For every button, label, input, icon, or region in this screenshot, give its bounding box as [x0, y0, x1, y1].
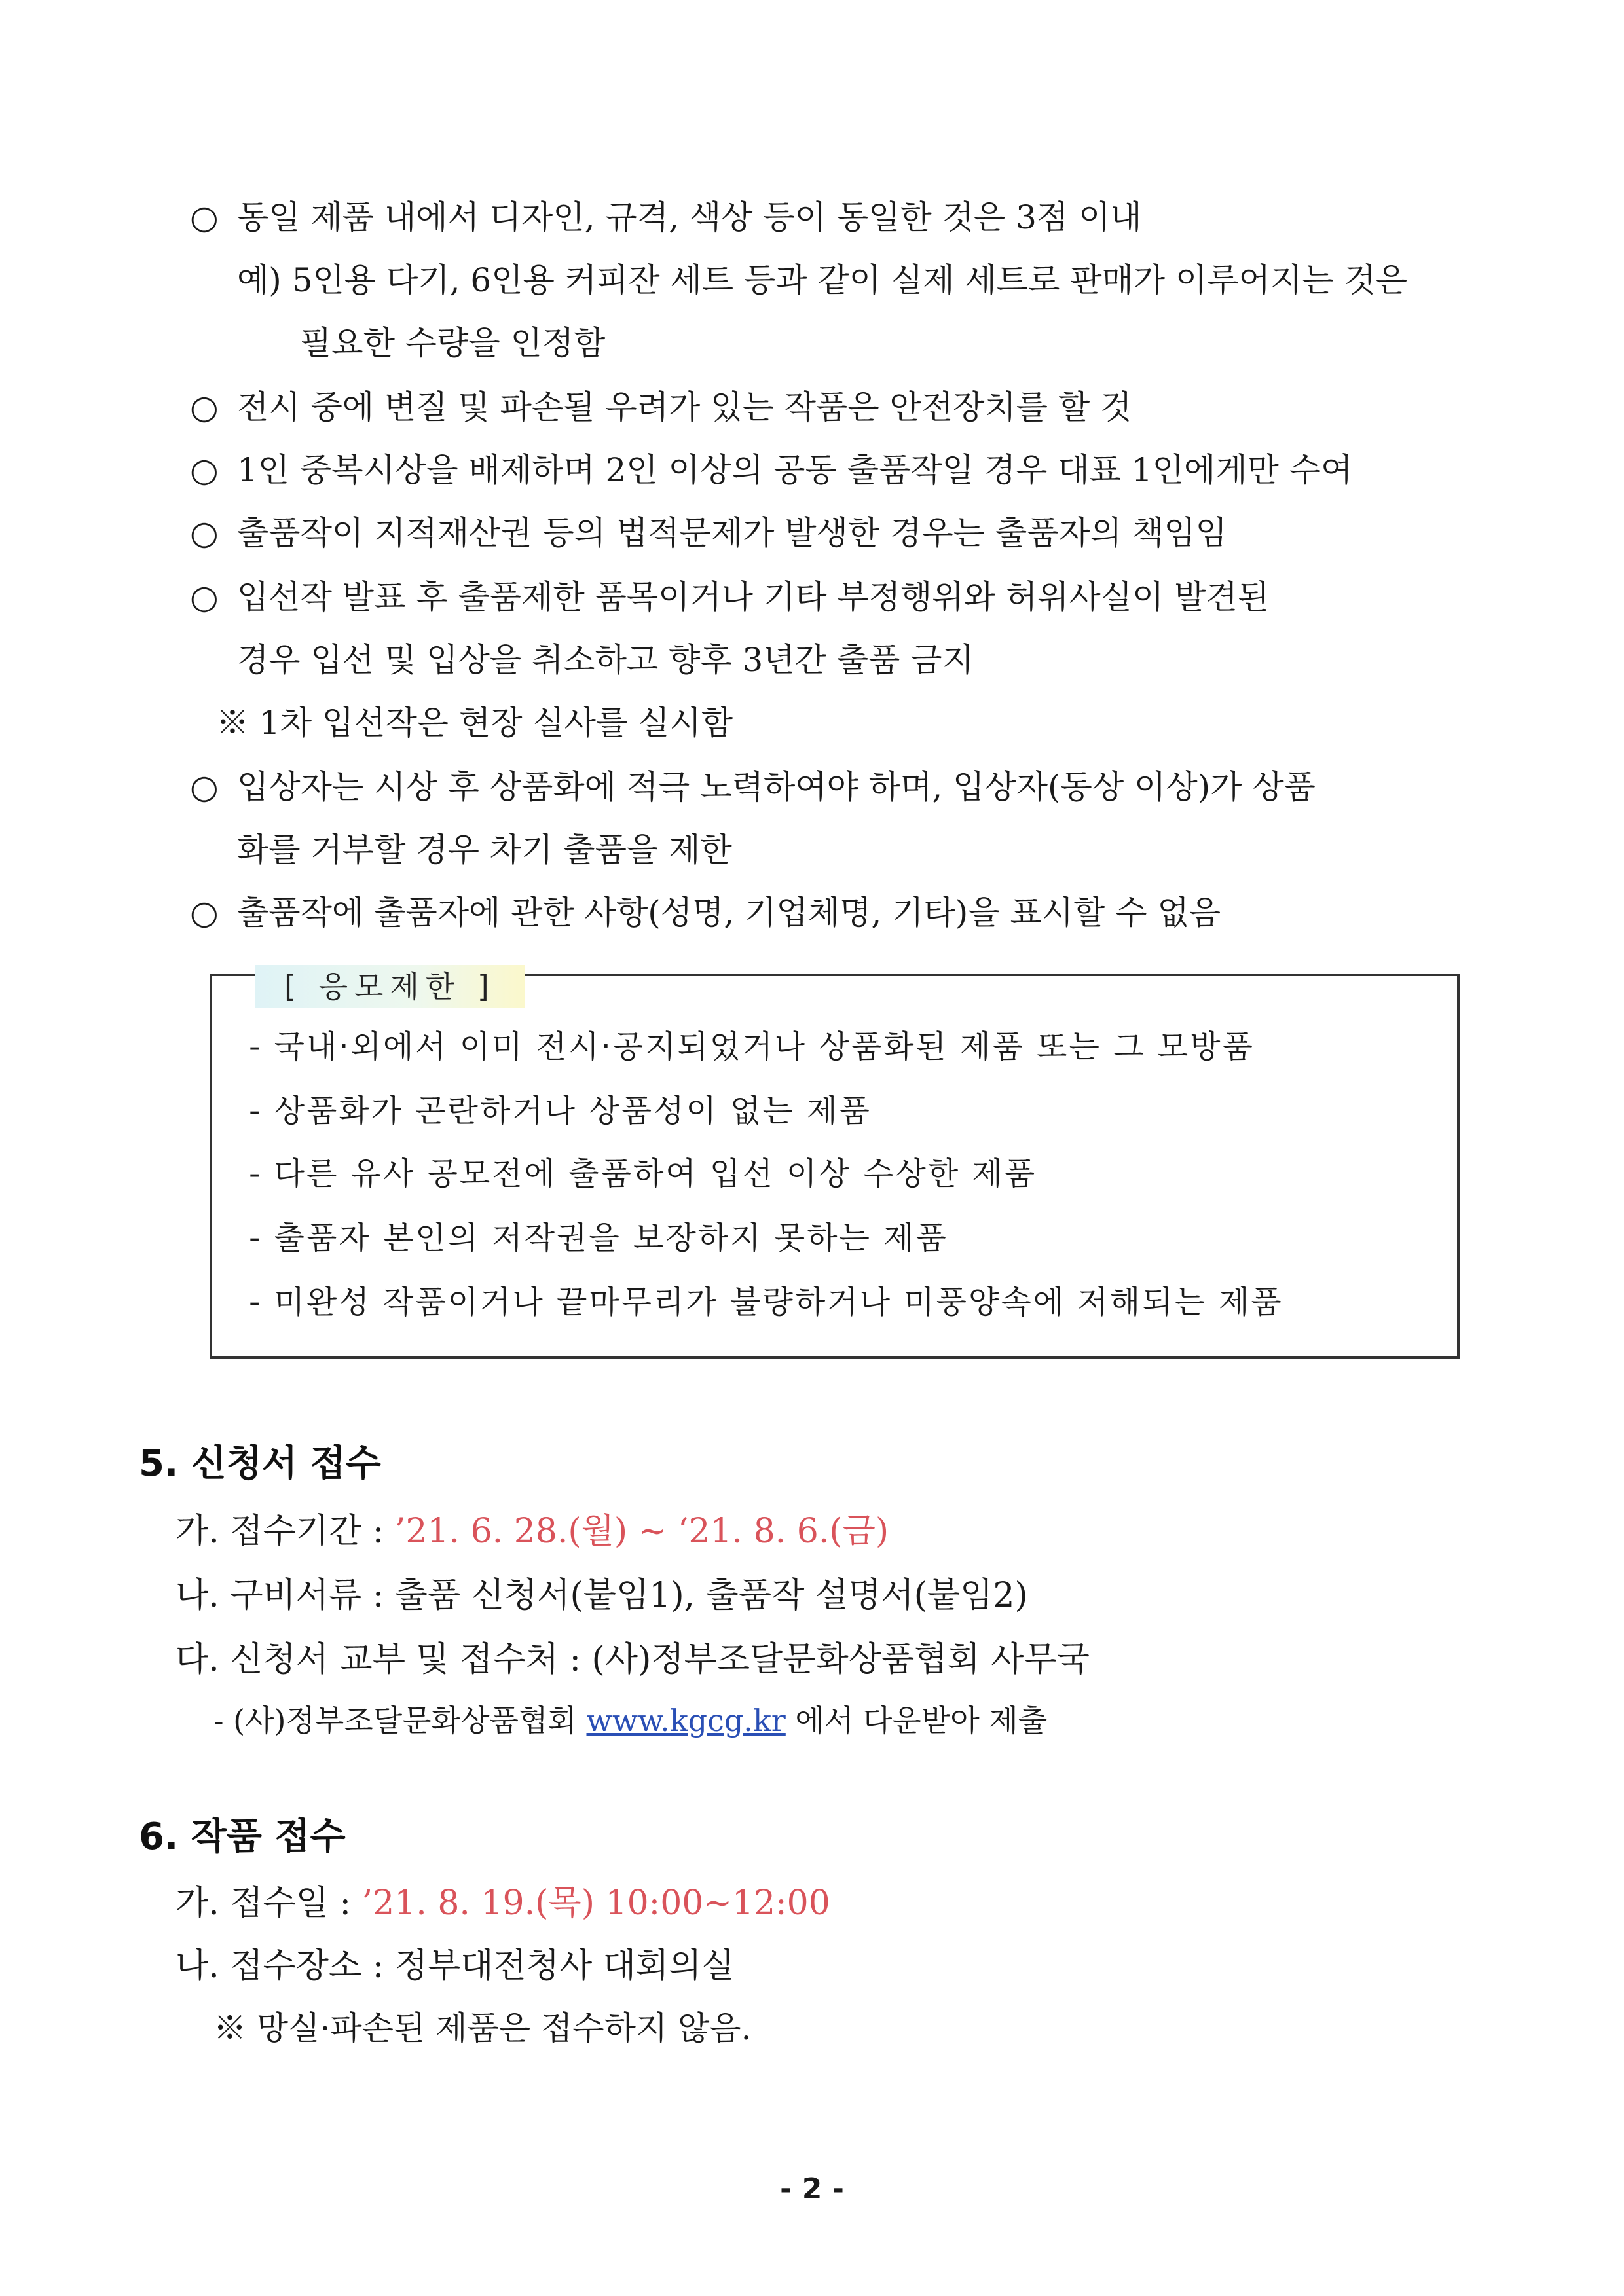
bullet-item [190, 449, 1352, 491]
bullet-text: 출품작이 지적재산권 등의 법적문제가 발생한 경우는 출품자의 책임임 [237, 514, 1227, 552]
required-documents: 나. 구비서류 : 출품 신청서(붙임1), 출품작 설명서(붙임2) [175, 1576, 1028, 1615]
restriction-item: - 다른 유사 공모전에 출품하여 입선 이상 수상한 제품 [249, 1156, 1037, 1192]
section-heading: 5. 신청서 접수 [139, 1442, 381, 1485]
receipt-period-label: 가. 접수기간 : [175, 1512, 395, 1551]
bullet-item [190, 766, 1316, 808]
bullet-symbol: ○ [190, 514, 219, 552]
bullet-symbol: ○ [190, 578, 219, 616]
bullet-text: 입상자는 시상 후 상품화에 적극 노력하여야 하며, 입상자(동상 이상)가 상품 [237, 768, 1316, 806]
bullet-item [190, 892, 1221, 934]
bullet-example: 예) 5인용 다기, 6인용 커피잔 세트 등과 같이 실제 세트로 판매가 이루어지는 것은 [237, 261, 1408, 299]
receipt-period-value: ’21. 6. 28.(월) ~ ‘21. 8. 6.(금) [394, 1512, 889, 1551]
note: ※ 망실·파손된 제품은 접수하지 않음. [213, 2009, 752, 2047]
restriction-item: - 상품화가 곤란하거나 상품성이 없는 제품 [249, 1093, 872, 1129]
receipt-date [175, 1882, 830, 1925]
bullet-text: 1인 중복시상을 배제하며 2인 이상의 공동 출품작일 경우 대표 1인에게만 수여 [237, 451, 1353, 489]
receipt-date-label: 가. 접수일 : [175, 1884, 362, 1923]
bullet-item [190, 196, 1142, 238]
download-note-suffix: 에서 다운받아 제출 [785, 1703, 1048, 1738]
bullet-item-cont: 경우 입선 및 입상을 취소하고 향후 3년간 출품 금지 [237, 641, 974, 679]
page-number: - 2 - [780, 2172, 844, 2206]
bullet-symbol: ○ [190, 894, 219, 932]
bullet-item [190, 512, 1227, 554]
bullet-text: 출품작에 출품자에 관한 사항(성명, 기업체명, 기타)을 표시할 수 없음 [237, 894, 1221, 932]
download-note [213, 1700, 1047, 1741]
note: ※ 1차 입선작은 현장 실사를 실시함 [216, 704, 733, 742]
bullet-symbol: ○ [190, 198, 219, 236]
bullet-text: 입선작 발표 후 출품제한 품목이거나 기타 부정행위와 허위사실이 발견된 [237, 578, 1270, 616]
application-office: 다. 신청서 교부 및 접수처 : (사)정부조달문화상품협회 사무국 [175, 1640, 1090, 1679]
bullet-text: 전시 중에 변질 및 파손될 우려가 있는 작품은 안전장치를 할 것 [237, 388, 1132, 426]
bullet-symbol: ○ [190, 388, 219, 426]
section-heading: 6. 작품 접수 [139, 1815, 346, 1858]
bullet-item-cont: 화를 거부할 경우 차기 출품을 제한 [237, 831, 732, 869]
bullet-text: 동일 제품 내에서 디자인, 규격, 색상 등이 동일한 것은 3점 이내 [237, 198, 1142, 236]
restriction-title: [ 응모제한 ] [255, 965, 525, 1008]
bullet-symbol: ○ [190, 768, 219, 806]
restriction-item: - 미완성 작품이거나 끝마무리가 불량하거나 미풍양속에 저해되는 제품 [249, 1284, 1283, 1321]
receipt-date-value: ’21. 8. 19.(목) 10:00~12:00 [361, 1884, 830, 1923]
restriction-item: - 국내·외에서 이미 전시·공지되었거나 상품화된 제품 또는 그 모방품 [249, 1029, 1255, 1065]
receipt-period [175, 1510, 889, 1553]
receipt-location: 나. 접수장소 : 정부대전청사 대회의실 [175, 1946, 735, 1986]
download-note-prefix: - (사)정부조달문화상품협회 [213, 1703, 587, 1738]
bullet-item [190, 576, 1269, 618]
bullet-item [190, 386, 1132, 428]
bullet-symbol: ○ [190, 451, 219, 489]
restriction-item: - 출품자 본인의 저작권을 보장하지 못하는 제품 [249, 1220, 948, 1256]
bullet-example-cont: 필요한 수량을 인정함 [300, 324, 606, 362]
website-link[interactable]: www.kgcg.kr [586, 1703, 786, 1738]
